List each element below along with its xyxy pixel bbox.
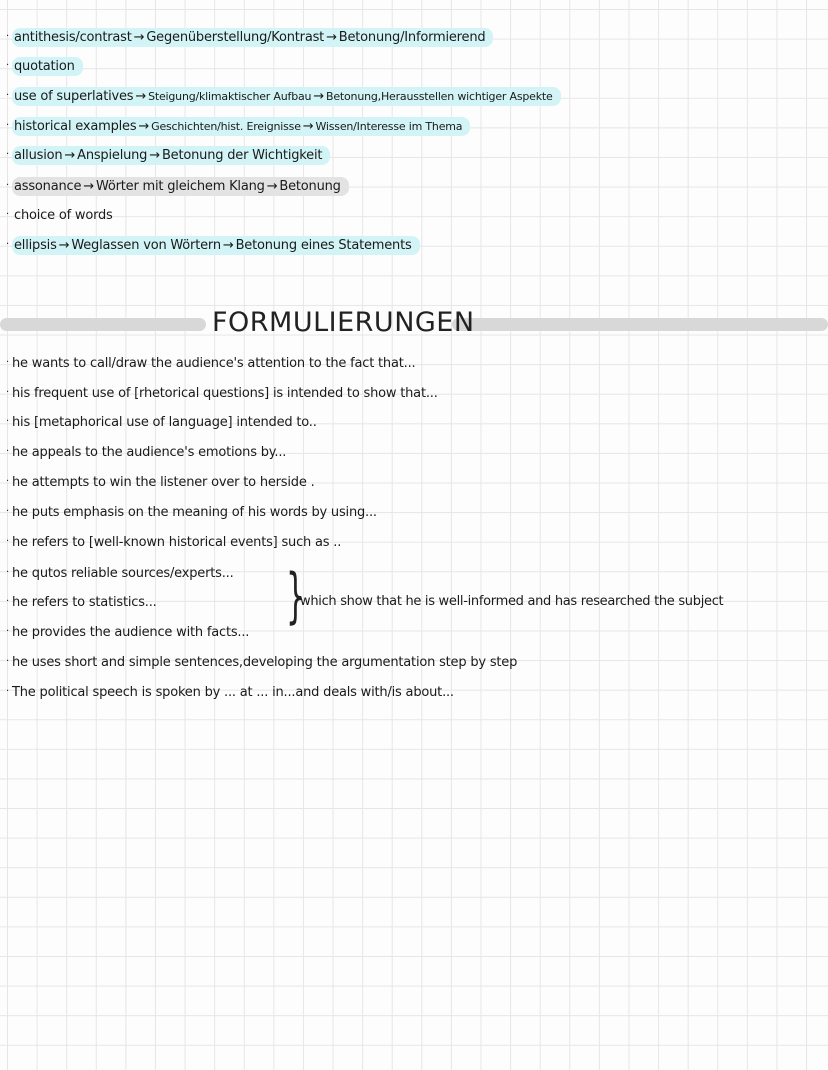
device-term: allusion xyxy=(14,148,63,163)
phrase-text: his [metaphorical use of language] intended to.. xyxy=(12,415,317,430)
device-term: use of superlatives xyxy=(14,89,134,104)
arrow-icon: → xyxy=(64,148,76,163)
highlight-cyan xyxy=(12,28,493,47)
phrase-text: he refers to [well-known historical events] such as .. xyxy=(12,535,342,550)
highlight-cyan xyxy=(12,146,330,165)
phrase-line xyxy=(6,595,157,610)
bullet: · xyxy=(6,387,9,398)
arrow-icon: → xyxy=(302,119,314,134)
device-term: quotation xyxy=(14,59,75,74)
bullet: · xyxy=(6,686,9,697)
device-line-assonance xyxy=(6,177,349,196)
arrow-icon: → xyxy=(135,89,147,104)
highlight-grey xyxy=(12,177,349,196)
device-line-historical xyxy=(6,117,470,136)
device-translation: Geschichten/hist. Ereignisse xyxy=(151,120,301,133)
device-term: choice of words xyxy=(14,208,113,223)
bullet: · xyxy=(6,357,9,368)
device-translation: Weglassen von Wörtern xyxy=(71,238,221,253)
device-translation: Wörter mit gleichem Klang xyxy=(95,179,265,194)
device-effect: Betonung/Informierend xyxy=(338,30,486,45)
bullet: · xyxy=(6,626,9,637)
phrase-text: his frequent use of [rhetorical questions] is intended to show that... xyxy=(12,386,438,401)
phrase-text: he wants to call/draw the audience's attention to the fact that... xyxy=(12,356,416,371)
phrase-line xyxy=(6,625,249,640)
highlight-cyan xyxy=(12,87,561,106)
phrase-line xyxy=(6,475,315,490)
heading-band-left xyxy=(0,318,206,331)
phrase-text: he appeals to the audience's emotions by... xyxy=(12,445,287,460)
device-line-quotation xyxy=(6,57,83,76)
arrow-icon: → xyxy=(266,179,278,194)
bullet: · xyxy=(6,416,9,427)
device-translation: Gegenüberstellung/Kontrast xyxy=(146,30,325,45)
highlight-cyan xyxy=(12,117,470,136)
arrow-icon: → xyxy=(149,148,160,163)
device-translation: Anspielung xyxy=(77,148,148,163)
device-line-ellipsis xyxy=(6,236,420,255)
device-effect: Betonung eines Statements xyxy=(235,238,412,253)
curly-brace-icon: } xyxy=(286,561,306,631)
bullet: · xyxy=(6,209,9,220)
device-effect: Betonung der Wichtigkeit xyxy=(161,148,323,163)
highlight-cyan xyxy=(12,57,83,76)
phrase-line xyxy=(6,535,341,550)
bullet: · xyxy=(6,120,9,131)
phrase-line xyxy=(6,566,234,581)
arrow-icon: → xyxy=(313,89,324,104)
phrase-line xyxy=(6,415,317,430)
bullet: · xyxy=(6,31,9,42)
arrow-icon: → xyxy=(58,238,70,253)
phrase-text: he qutos reliable sources/experts... xyxy=(12,566,234,581)
phrase-text: The political speech is spoken by ... at ... in...and deals with/is about... xyxy=(12,685,454,700)
phrase-line xyxy=(6,685,454,700)
phrase-text: he attempts to win the listener over to herside . xyxy=(12,475,315,490)
highlight-cyan xyxy=(12,236,420,255)
bullet: · xyxy=(6,656,9,667)
phrase-line xyxy=(6,445,286,460)
device-effect: Betonung,Herausstellen wichtiger Aspekte xyxy=(326,90,553,103)
phrase-line xyxy=(6,356,415,371)
phrase-line xyxy=(6,655,517,670)
arrow-icon: → xyxy=(83,179,94,194)
phrase-line xyxy=(6,386,438,401)
section-heading: FORMULIERUNGEN xyxy=(212,307,475,338)
bullet: · xyxy=(6,239,9,250)
device-line-allusion xyxy=(6,146,330,165)
device-line-superlatives xyxy=(6,87,561,106)
bullet: · xyxy=(6,506,9,517)
device-translation: Steigung/klimaktischer Aufbau xyxy=(148,90,312,103)
arrow-icon: → xyxy=(138,119,150,134)
bullet: · xyxy=(6,596,9,607)
plain-label xyxy=(12,206,121,225)
device-term: historical examples xyxy=(14,119,137,134)
phrase-text: he puts emphasis on the meaning of his words by using... xyxy=(12,505,377,520)
bullet: · xyxy=(6,567,9,578)
arrow-icon: → xyxy=(222,238,234,253)
bullet: · xyxy=(6,476,9,487)
device-term: assonance xyxy=(14,179,82,194)
bullet: · xyxy=(6,149,9,160)
bullet: · xyxy=(6,536,9,547)
phrase-text: he refers to statistics... xyxy=(12,595,157,610)
device-term: antithesis/contrast xyxy=(14,30,132,45)
phrase-text: he provides the audience with facts... xyxy=(12,625,250,640)
arrow-icon: → xyxy=(326,30,337,45)
brace-note: which show that he is well-informed and has researched the subject xyxy=(300,594,724,609)
device-term: ellipsis xyxy=(14,238,57,253)
heading-band-right xyxy=(452,318,828,331)
device-line-antithesis xyxy=(6,28,493,47)
arrow-icon: → xyxy=(133,30,145,45)
device-line-choice-of-words xyxy=(6,206,121,225)
bullet: · xyxy=(6,90,9,101)
bullet: · xyxy=(6,446,9,457)
phrase-text: he uses short and simple sentences,developing the argumentation step by step xyxy=(12,655,518,670)
phrase-line xyxy=(6,505,377,520)
device-effect: Betonung xyxy=(279,179,341,194)
device-effect: Wissen/Interesse im Thema xyxy=(315,120,463,133)
bullet: · xyxy=(6,60,9,71)
bullet: · xyxy=(6,180,9,191)
